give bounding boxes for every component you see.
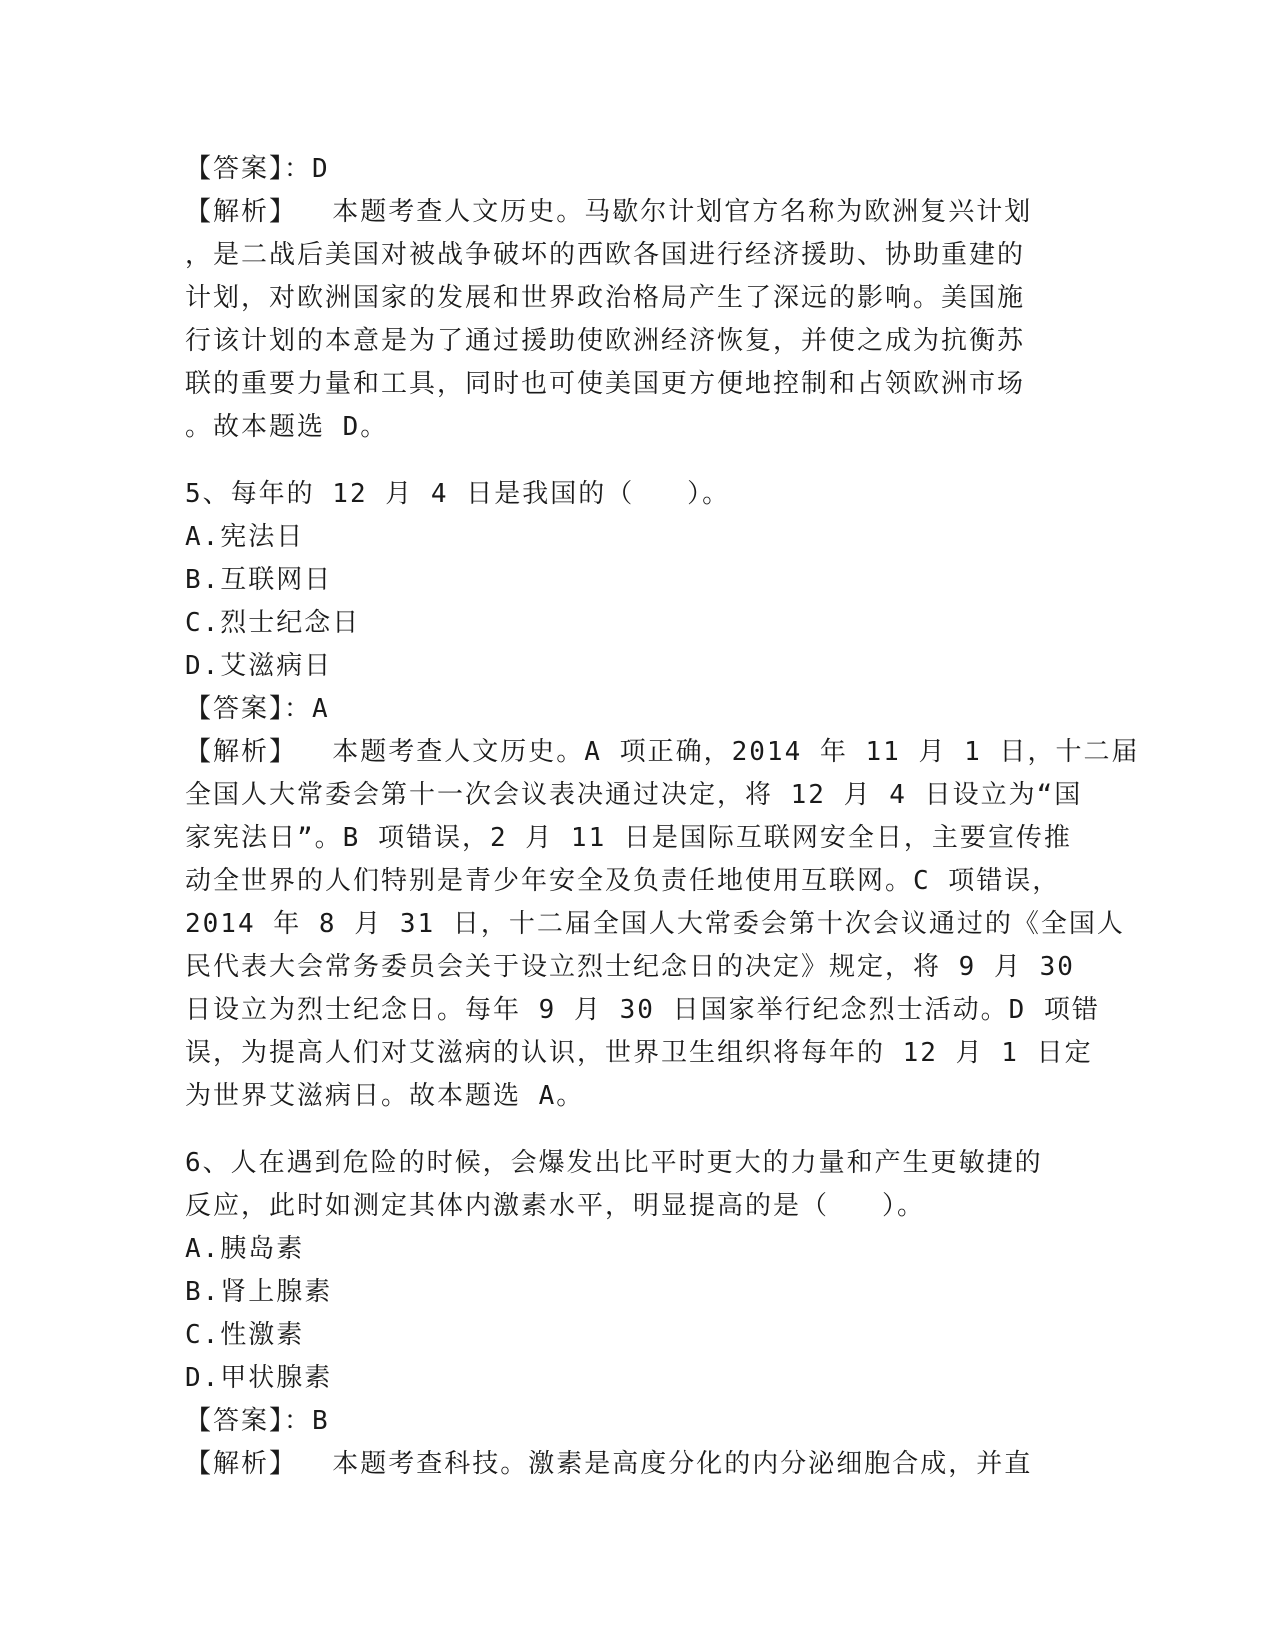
q5-analysis-line: 家宪法日”。B 项错误，2 月 11 日是国际互联网安全日，主要宣传推 [185,823,1072,853]
q5-option-d: D.艾滋病日 [185,651,333,681]
q5-question: 5、每年的 12 月 4 日是我国的（ ）。 [185,479,731,509]
q6-option-a: A.胰岛素 [185,1234,305,1264]
q5-analysis [185,731,1140,1118]
q4-analysis-line: 。故本题选 D。 [185,412,389,442]
q4-answer: 【答案】：D [185,154,330,184]
q6-option-d: D.甲状腺素 [185,1363,333,1393]
q4-analysis-line: ，是二战后美国对被战争破坏的西欧各国进行经济援助、协助重建的 [185,240,1026,270]
q5-analysis-line: 动全世界的人们特别是青少年安全及负责任地使用互联网。C 项错误， [185,866,1061,896]
q6-option-c: C.性激素 [185,1320,305,1350]
q6-option-b: B.肾上腺素 [185,1277,333,1307]
q5-analysis-line: 全国人大常委会第十一次会议表决通过决定，将 12 月 4 日设立为“国 [185,780,1083,810]
q5-option-b: B.互联网日 [185,565,333,595]
q4-analysis-line: 联的重要力量和工具，同时也可使美国更方便地控制和占领欧洲市场 [185,369,1026,399]
q6-question [185,1142,1085,1228]
q5-analysis-line: 误，为提高人们对艾滋病的认识，世界卫生组织将每年的 12 月 1 日定 [185,1038,1093,1068]
q6-analysis [185,1443,1085,1486]
q5-analysis-line: 【解析】 本题考查人文历史。A 项正确，2014 年 11 月 1 日，十二届 [185,737,1140,767]
q5-options [185,516,1085,688]
q6-analysis-line: 【解析】 本题考查科技。激素是高度分化的内分泌细胞合成，并直 [185,1449,1033,1479]
q5-analysis-line: 为世界艾滋病日。故本题选 A。 [185,1081,585,1111]
q5-answer: 【答案】：A [185,694,330,724]
q5-analysis-line: 2014 年 8 月 31 日，十二届全国人大常委会第十次会议通过的《全国人 [185,909,1125,939]
q5-analysis-line: 日设立为烈士纪念日。每年 9 月 30 日国家举行纪念烈士活动。D 项错 [185,995,1100,1025]
q6-options [185,1228,1085,1400]
q4-analysis-line: 计划，对欧洲国家的发展和世界政治格局产生了深远的影响。美国施 [185,283,1026,313]
q6-question-line: 反应，此时如测定其体内激素水平，明显提高的是（ ）。 [185,1191,925,1221]
q6-answer: 【答案】：B [185,1406,330,1436]
q4-analysis-line: 【解析】 本题考查人文历史。马歇尔计划官方名称为欧洲复兴计划 [185,197,1033,227]
q6-question-line: 6、人在遇到危险的时候，会爆发出比平时更大的力量和产生更敏捷的 [185,1148,1043,1178]
q5-option-a: A.宪法日 [185,522,305,552]
q4-analysis-line: 行该计划的本意是为了通过援助使欧洲经济恢复，并使之成为抗衡苏 [185,326,1026,356]
q5-option-c: C.烈士纪念日 [185,608,361,638]
q5-analysis-line: 民代表大会常务委员会关于设立烈士纪念日的决定》规定，将 9 月 30 [185,952,1075,982]
document-page [185,148,1140,1486]
q4-analysis [185,191,1085,449]
